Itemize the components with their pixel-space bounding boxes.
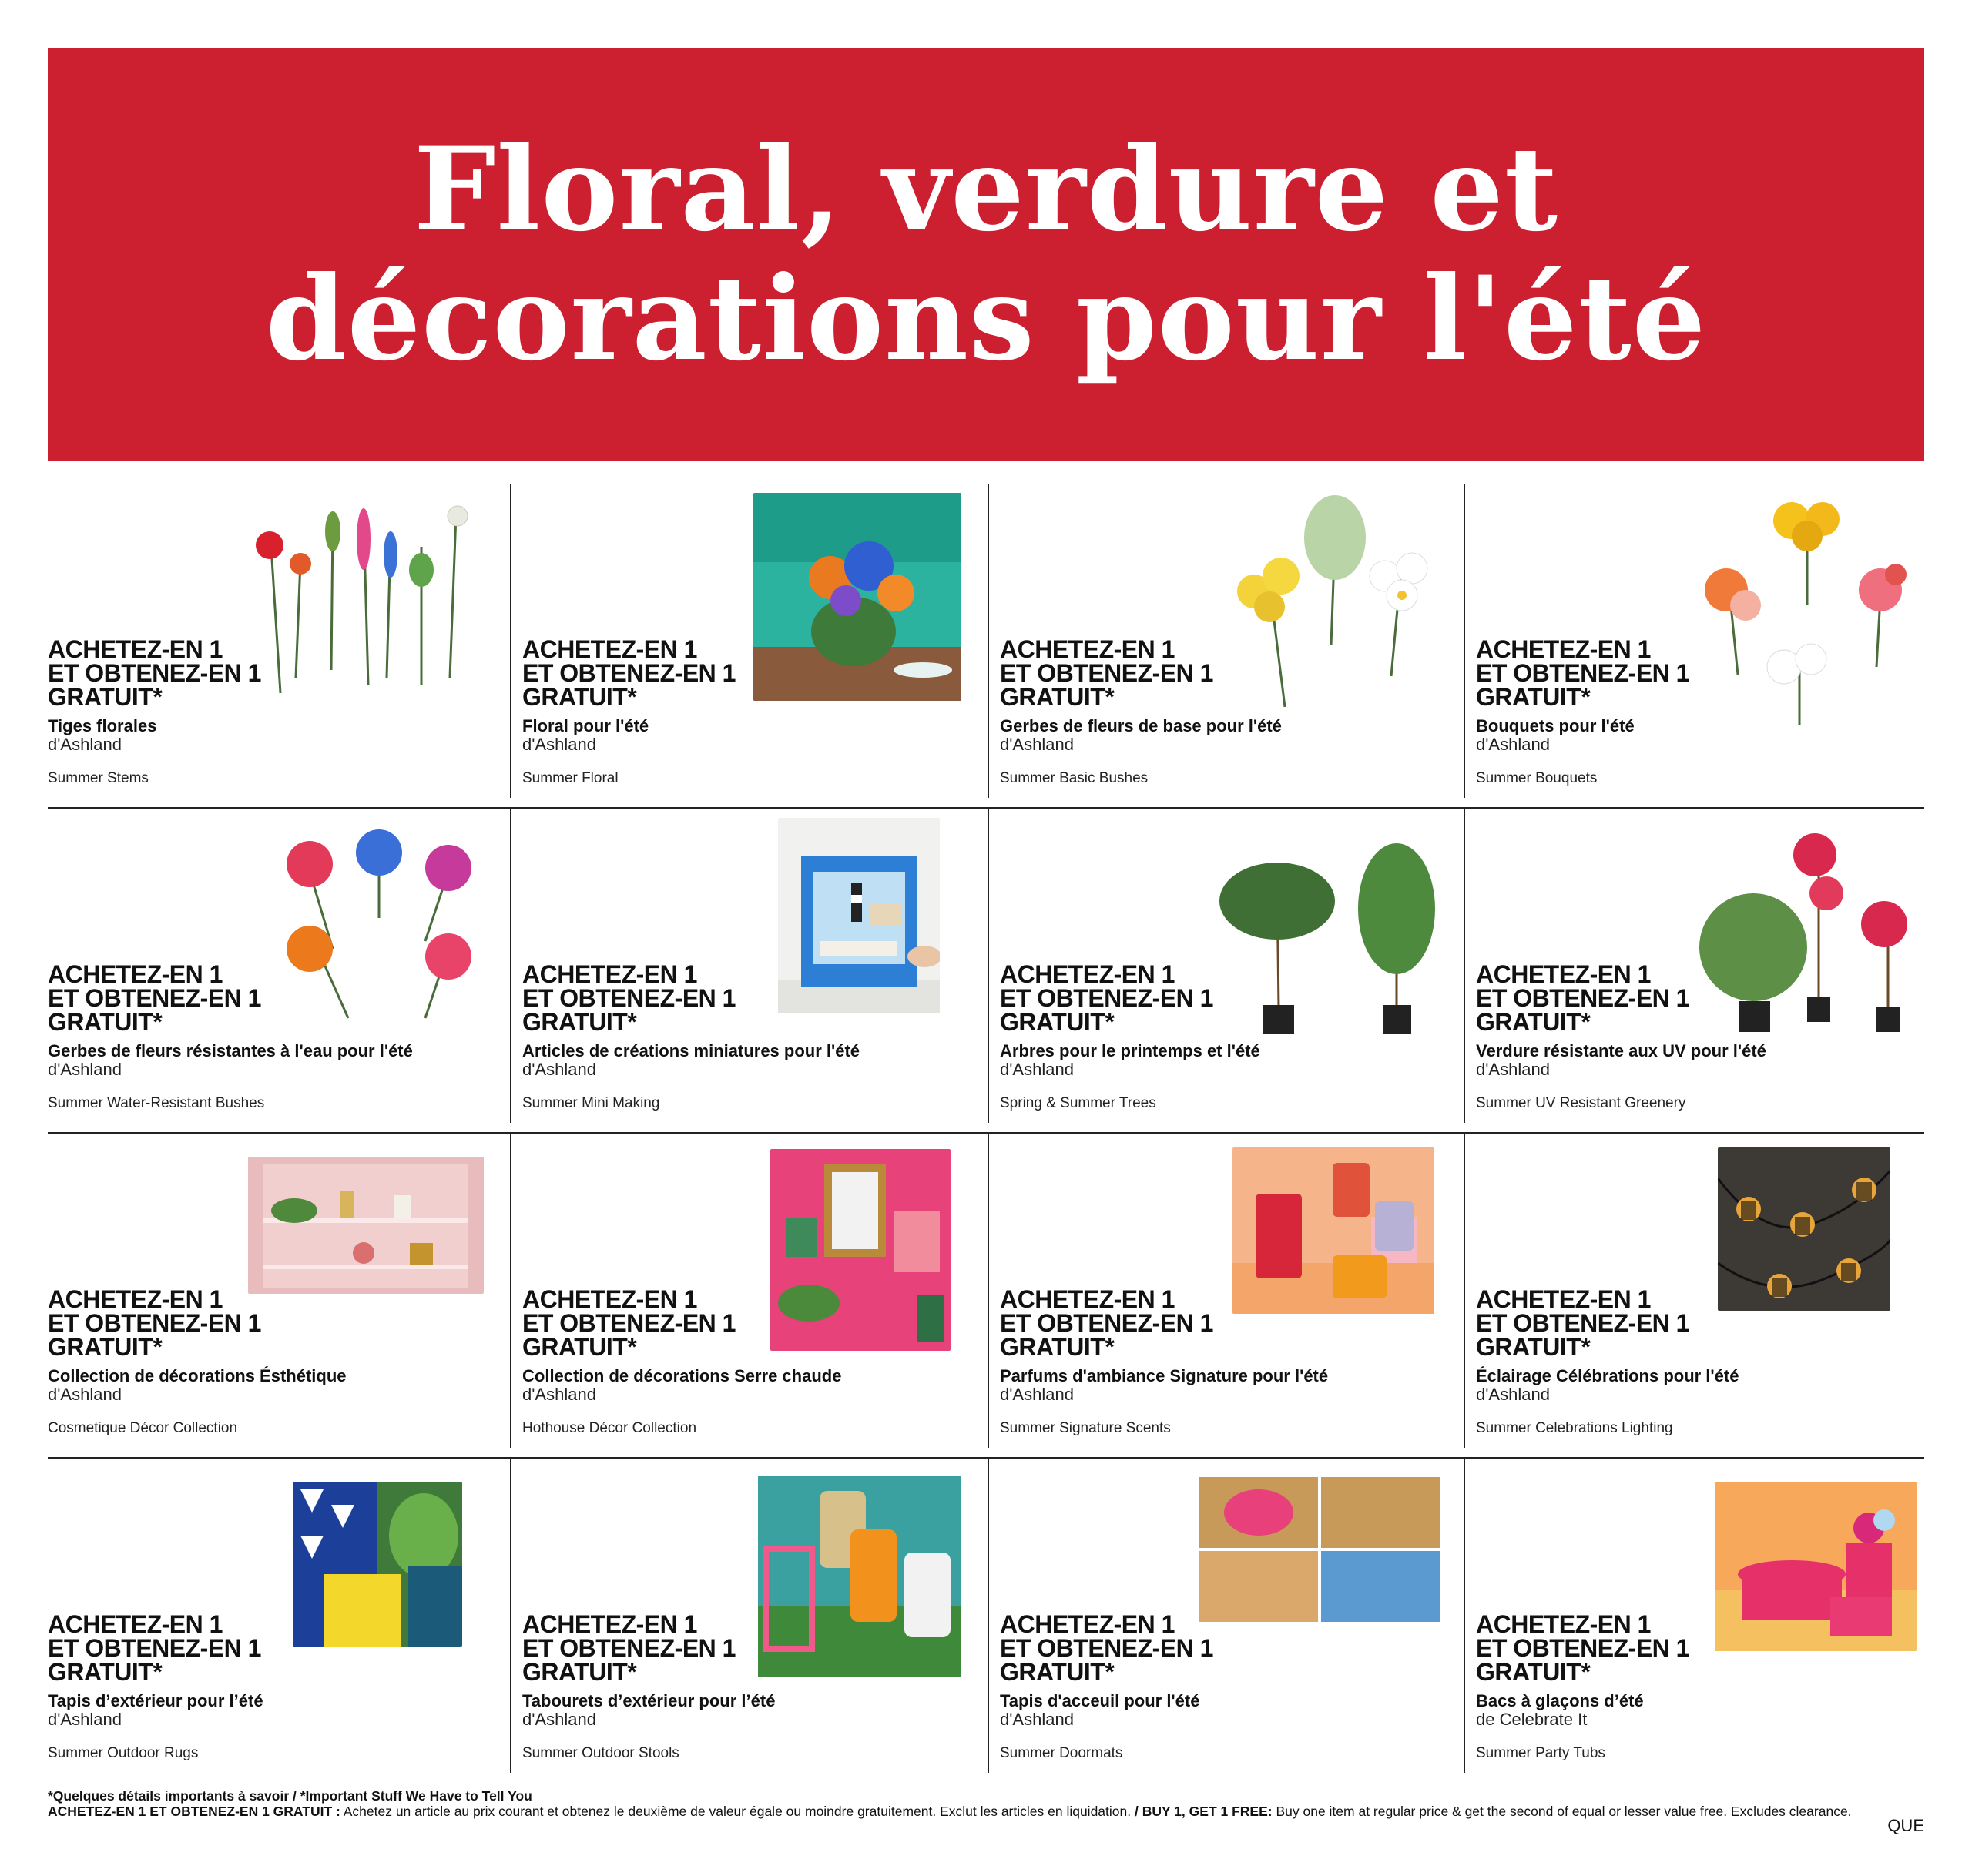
potted-trees-icon bbox=[1216, 839, 1447, 1040]
water-resistant-bushes-icon bbox=[271, 826, 495, 1026]
product-card[interactable] bbox=[510, 1459, 988, 1782]
wall-decor-photo bbox=[770, 1149, 951, 1351]
offer-label: ACHETEZ-EN 1 ET OBTENEZ-EN 1 GRATUIT* bbox=[522, 1610, 736, 1686]
offer-label: ACHETEZ-EN 1 ET OBTENEZ-EN 1 GRATUIT* bbox=[522, 1285, 736, 1361]
product-title: Verdure résistante aux UV pour l'été bbox=[1476, 1041, 1766, 1060]
product-title: Éclairage Célébrations pour l'été bbox=[1476, 1366, 1739, 1385]
candles-photo bbox=[1232, 1147, 1434, 1314]
product-title: Gerbes de fleurs de base pour l'été bbox=[1000, 716, 1282, 735]
product-brand: d'Ashland bbox=[522, 1710, 596, 1729]
product-brand: de Celebrate It bbox=[1476, 1710, 1588, 1729]
product-english-name: Summer Floral bbox=[522, 770, 619, 786]
floral-arrangement-photo bbox=[753, 493, 961, 701]
product-card[interactable] bbox=[988, 809, 1464, 1132]
banner-title-line-1: Floral, verdure et bbox=[413, 122, 1559, 257]
product-english-name: Summer Basic Bushes bbox=[1000, 770, 1149, 786]
offer-label: ACHETEZ-EN 1 ET OBTENEZ-EN 1 GRATUIT* bbox=[48, 960, 261, 1036]
product-card[interactable] bbox=[1464, 809, 1924, 1132]
product-card[interactable] bbox=[988, 484, 1464, 807]
product-english-name: Summer Mini Making bbox=[522, 1095, 660, 1111]
offer-label: ACHETEZ-EN 1 ET OBTENEZ-EN 1 GRATUIT* bbox=[48, 1610, 261, 1686]
product-english-name: Summer Outdoor Rugs bbox=[48, 1745, 199, 1761]
region-code: QUE bbox=[1887, 1816, 1924, 1835]
offer-label: ACHETEZ-EN 1 ET OBTENEZ-EN 1 GRATUIT* bbox=[1000, 960, 1213, 1036]
product-title: Collection de décorations Ésthétique bbox=[48, 1366, 347, 1385]
product-card[interactable] bbox=[510, 484, 988, 807]
doormats-photo bbox=[1197, 1476, 1442, 1623]
product-brand: d'Ashland bbox=[48, 1710, 122, 1729]
product-brand: d'Ashland bbox=[1476, 735, 1550, 754]
flower-stems-icon bbox=[233, 501, 487, 701]
offer-label: ACHETEZ-EN 1 ET OBTENEZ-EN 1 GRATUIT* bbox=[1476, 635, 1689, 711]
offer-label: ACHETEZ-EN 1 ET OBTENEZ-EN 1 GRATUIT* bbox=[1476, 1285, 1689, 1361]
product-card[interactable] bbox=[48, 1459, 510, 1782]
product-title: Bacs à glaçons d’été bbox=[1476, 1691, 1644, 1710]
flower-bushes-icon bbox=[1223, 491, 1454, 715]
mini-making-photo bbox=[778, 818, 940, 1013]
product-english-name: Summer Signature Scents bbox=[1000, 1420, 1171, 1436]
product-card[interactable] bbox=[1464, 1134, 1924, 1457]
party-tubs-photo bbox=[1715, 1482, 1917, 1651]
product-english-name: Summer UV Resistant Greenery bbox=[1476, 1095, 1686, 1111]
offer-label: ACHETEZ-EN 1 ET OBTENEZ-EN 1 GRATUIT* bbox=[1476, 960, 1689, 1036]
product-brand: d'Ashland bbox=[1000, 735, 1074, 754]
product-title: Parfums d'ambiance Signature pour l'été bbox=[1000, 1366, 1329, 1385]
offer-label: ACHETEZ-EN 1 ET OBTENEZ-EN 1 GRATUIT* bbox=[48, 635, 261, 711]
product-english-name: Hothouse Décor Collection bbox=[522, 1420, 697, 1436]
header-banner bbox=[48, 48, 1924, 461]
offer-label: ACHETEZ-EN 1 ET OBTENEZ-EN 1 GRATUIT* bbox=[522, 635, 736, 711]
uv-greenery-icon bbox=[1692, 824, 1923, 1047]
product-brand: d'Ashland bbox=[522, 735, 596, 754]
bouquets-icon bbox=[1692, 490, 1923, 729]
product-title: Tiges florales bbox=[48, 716, 157, 735]
product-title: Arbres pour le printemps et l'été bbox=[1000, 1041, 1260, 1060]
product-english-name: Spring & Summer Trees bbox=[1000, 1095, 1156, 1111]
product-english-name: Summer Bouquets bbox=[1476, 770, 1598, 786]
product-card[interactable] bbox=[1464, 484, 1924, 807]
fine-print-heading: *Quelques détails importants à savoir / *Important Stuff We Have to Tell You bbox=[48, 1788, 532, 1804]
product-card[interactable] bbox=[1464, 1459, 1924, 1782]
product-title: Gerbes de fleurs résistantes à l'eau pour l'été bbox=[48, 1041, 413, 1060]
product-brand: d'Ashland bbox=[1000, 1385, 1074, 1404]
offer-label: ACHETEZ-EN 1 ET OBTENEZ-EN 1 GRATUIT* bbox=[48, 1285, 261, 1361]
product-brand: d'Ashland bbox=[1476, 1060, 1550, 1079]
product-brand: d'Ashland bbox=[48, 1385, 122, 1404]
product-english-name: Summer Stems bbox=[48, 770, 149, 786]
product-title: Collection de décorations Serre chaude bbox=[522, 1366, 842, 1385]
product-title: Articles de créations miniatures pour l'été bbox=[522, 1041, 860, 1060]
product-brand: d'Ashland bbox=[1476, 1385, 1550, 1404]
product-english-name: Summer Celebrations Lighting bbox=[1476, 1420, 1673, 1436]
product-english-name: Summer Outdoor Stools bbox=[522, 1745, 679, 1761]
product-row bbox=[48, 1134, 1924, 1459]
product-english-name: Summer Party Tubs bbox=[1476, 1745, 1605, 1761]
outdoor-rugs-photo bbox=[293, 1482, 462, 1647]
product-brand: d'Ashland bbox=[48, 735, 122, 754]
product-english-name: Cosmetique Décor Collection bbox=[48, 1420, 238, 1436]
banner-title-line-2: décorations pour l'été bbox=[265, 251, 1707, 387]
product-card[interactable] bbox=[48, 1134, 510, 1457]
product-title: Floral pour l'été bbox=[522, 716, 649, 735]
product-title: Tabourets d’extérieur pour l’été bbox=[522, 1691, 776, 1710]
fine-print bbox=[48, 1788, 1866, 1819]
product-brand: d'Ashland bbox=[522, 1385, 596, 1404]
product-row bbox=[48, 484, 1924, 809]
string-lights-photo bbox=[1718, 1147, 1890, 1311]
fine-print-body: ACHETEZ-EN 1 ET OBTENEZ-EN 1 GRATUIT : Achetez un article au prix courant et obtenez le deuxième de valeur égale ou moindre gratuitement. Exclut les articles en liquidation. / BUY 1, GET 1 FREE: Buy one item at regular price & get the second of equal or lesser value free. Excludes clearance. bbox=[48, 1804, 1852, 1819]
product-brand: d'Ashland bbox=[1000, 1060, 1074, 1079]
product-title: Bouquets pour l'été bbox=[1476, 716, 1635, 735]
product-grid bbox=[48, 484, 1924, 1782]
product-card[interactable] bbox=[510, 809, 988, 1132]
product-card[interactable] bbox=[988, 1459, 1464, 1782]
product-row bbox=[48, 1459, 1924, 1782]
offer-label: ACHETEZ-EN 1 ET OBTENEZ-EN 1 GRATUIT* bbox=[1000, 1285, 1213, 1361]
offer-label: ACHETEZ-EN 1 ET OBTENEZ-EN 1 GRATUIT* bbox=[1476, 1610, 1689, 1686]
offer-label: ACHETEZ-EN 1 ET OBTENEZ-EN 1 GRATUIT* bbox=[1000, 635, 1213, 711]
outdoor-stools-photo bbox=[758, 1476, 961, 1677]
product-brand: d'Ashland bbox=[522, 1060, 596, 1079]
product-title: Tapis d'acceuil pour l'été bbox=[1000, 1691, 1200, 1710]
product-brand: d'Ashland bbox=[48, 1060, 122, 1079]
offer-label: ACHETEZ-EN 1 ET OBTENEZ-EN 1 GRATUIT* bbox=[522, 960, 736, 1036]
product-card[interactable] bbox=[48, 809, 510, 1132]
product-brand: d'Ashland bbox=[1000, 1710, 1074, 1729]
product-english-name: Summer Doormats bbox=[1000, 1745, 1123, 1761]
shelf-decor-photo bbox=[248, 1157, 484, 1294]
product-title: Tapis d’extérieur pour l’été bbox=[48, 1691, 263, 1710]
product-english-name: Summer Water-Resistant Bushes bbox=[48, 1095, 265, 1111]
product-card[interactable] bbox=[48, 484, 510, 807]
product-row bbox=[48, 809, 1924, 1134]
product-card[interactable] bbox=[510, 1134, 988, 1457]
product-card[interactable] bbox=[988, 1134, 1464, 1457]
offer-label: ACHETEZ-EN 1 ET OBTENEZ-EN 1 GRATUIT* bbox=[1000, 1610, 1213, 1686]
